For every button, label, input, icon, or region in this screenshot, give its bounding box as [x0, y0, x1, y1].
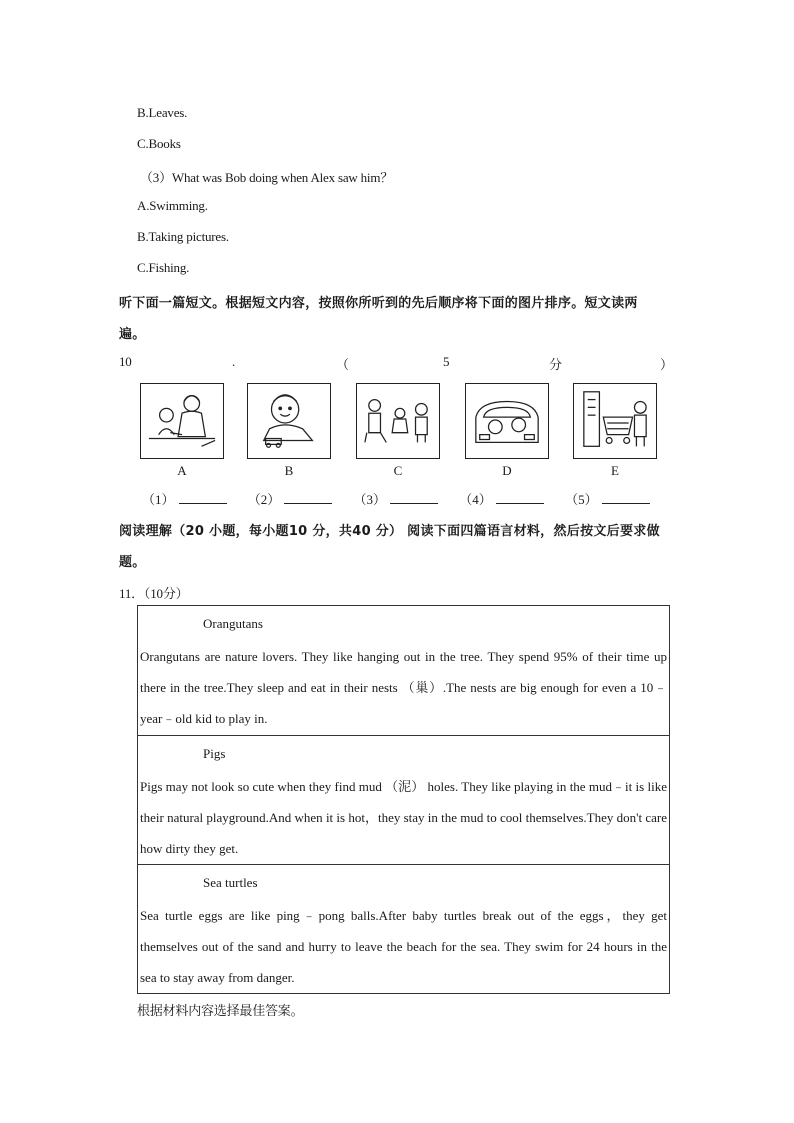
option-b-leaves: B.Leaves. [137, 105, 188, 120]
passage-title: Pigs [203, 746, 226, 761]
option-c-books: C.Books [137, 136, 181, 151]
answer-blank-1[interactable] [179, 493, 227, 504]
passage-pigs [138, 735, 669, 864]
answer-blank-2[interactable] [284, 493, 332, 504]
answer-blank-4[interactable] [496, 493, 544, 504]
blank-label-3: （3） [353, 492, 387, 507]
option-a-swimming: A.Swimming. [137, 198, 208, 213]
question-3: （3）What was Bob doing when Alex saw him？ [140, 170, 394, 185]
q10-unit: 分 [549, 357, 562, 372]
q10-dot: . [232, 354, 236, 369]
child-playing-toy-car-icon [247, 383, 331, 459]
option-b-taking-pictures: B.Taking pictures. [137, 229, 229, 244]
family-group-icon [356, 383, 440, 459]
family-in-car-icon [465, 383, 549, 459]
option-c-fishing: C.Fishing. [137, 260, 190, 275]
q10-rparen: ） [660, 357, 673, 372]
picture-label-e: E [611, 463, 619, 478]
footer-instruction: 根据材料内容选择最佳答案。 [137, 1003, 304, 1018]
listening-instruction-line1: 听下面一篇短文。根据短文内容，按照你所听到的先后顺序将下面的图片排序。短文读两 [119, 296, 638, 311]
passage-body: Sea turtle eggs are like ping﹣pong balls.After baby turtles break out of the eggs，they get themselves out of the sand and hurry to leave the beach for the sea. They swim for 24 hours in the sea to stay away from danger. [140, 908, 667, 985]
blank-label-2: （2） [247, 492, 281, 507]
passage-table [137, 605, 670, 994]
passage-orangutans [138, 606, 669, 735]
passage-body: Pigs may not look so cute when they find mud （泥） holes. They like playing in the mud﹣it is like their natural playground.And when it is hot，they stay in the mud to cool themselves.They don't care how dirty they get. [140, 779, 667, 856]
q10-lparen: （ [336, 357, 349, 372]
picture-label-d: D [502, 463, 512, 478]
answer-blanks [142, 489, 668, 508]
picture-label-a: A [177, 463, 187, 478]
reading-instruction-line2: 题。 [119, 555, 146, 570]
passage-title: Orangutans [203, 616, 263, 631]
reading-instruction-line1: 阅读理解（20 小题，每小题10 分，共40 分） 阅读下面四篇语言材料，然后按文后要求做 [119, 524, 660, 539]
answer-blank-3[interactable] [390, 493, 438, 504]
q10-score: 5 [443, 354, 450, 369]
passage-body: Orangutans are nature lovers. They like hanging out in the tree. They spend 95% of their time up there in the tree.They sleep and eat in their nests （巢）.The nests are big enough for even a 10﹣year﹣old kid to play in. [140, 649, 667, 726]
passage-title: Sea turtles [203, 875, 258, 890]
mother-child-cooking-icon [140, 383, 224, 459]
q10-number: 10 [119, 354, 132, 369]
q11-label: 11．（10分） [119, 586, 189, 601]
blank-label-4: （4） [459, 492, 492, 507]
picture-row [140, 383, 660, 478]
picture-label-c: C [393, 463, 403, 478]
supermarket-shopping-icon [573, 383, 657, 459]
picture-label-b: B [284, 463, 294, 478]
answer-blank-5[interactable] [602, 493, 650, 504]
blank-label-1: （1） [142, 492, 175, 507]
listening-instruction-line2: 遍。 [119, 327, 146, 342]
blank-label-5: （5） [565, 492, 598, 507]
passage-sea-turtles [138, 864, 669, 993]
